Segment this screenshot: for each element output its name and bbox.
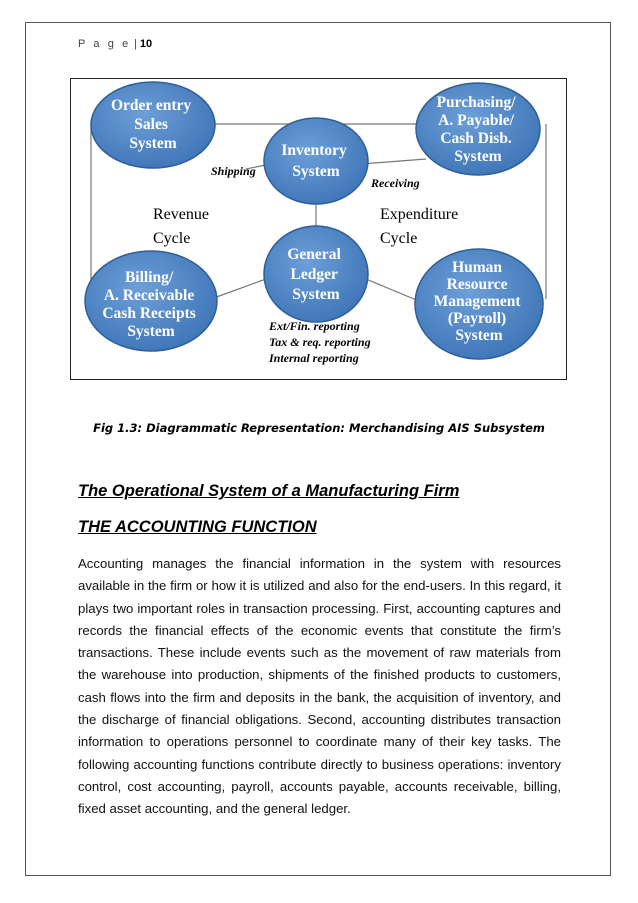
page-number: 10 xyxy=(139,38,153,50)
human-resource-label: Human Resource Management (Payroll) System xyxy=(433,259,521,344)
shipping-label: Shipping xyxy=(211,164,256,178)
body-paragraph: Accounting manages the financial information in the system with resources available in the firm or how it is utilized and also for the end-users. In this regard, it plays two important roles in transaction processing. First, accounting captures and records the financial effects of the economic events that constitute the firm’s transactions. These include events such as the movement of raw materials from the warehouse into production, shipments of the finished products to customers, cash flows into the firm and deposits in the bank, the acquisition of inventory, and the discharge of financial obligations. Second, accounting distributes transaction information to operations personnel to coordinate many of their key tasks. The following accounting functions contribute directly to business operations: inventory control, cost accounting, payroll, accounts payable, accounts receivable, billing, fixed asset accounting, and the general ledger. xyxy=(78,556,561,817)
purchasing-label: Purchasing/ A. Payable/ Cash Disb. System xyxy=(436,94,516,165)
page-label: P a g e xyxy=(78,38,131,50)
revenue-cycle-label: Revenue Cycle xyxy=(153,206,209,247)
ais-diagram xyxy=(71,79,566,379)
receiving-label: Receiving xyxy=(371,176,420,190)
connector-inventory-purchasing xyxy=(361,159,426,164)
figure-caption: Fig 1.3: Diagrammatic Representation: Merchandising AIS Subsystem xyxy=(93,421,545,435)
expenditure-cycle-label: Expenditure Cycle xyxy=(380,206,459,247)
subsection-title: THE ACCOUNTING FUNCTION xyxy=(78,518,317,536)
section-title: The Operational System of a Manufacturing Firm xyxy=(78,482,460,500)
general-ledger-label: General Ledger System xyxy=(287,246,341,303)
figure-diagram xyxy=(70,78,567,380)
bubble-inventory xyxy=(264,118,368,204)
page-header xyxy=(78,38,152,50)
order-entry-label: Order entry Sales System xyxy=(110,97,192,152)
inventory-label: Inventory System xyxy=(281,142,347,180)
reporting-label: Ext/Fin. reporting Tax & req. reporting Internal reporting xyxy=(269,319,371,365)
page-separator: | xyxy=(133,38,137,50)
connector-billing-ledger xyxy=(211,279,266,299)
billing-label: Billing/ A. Receivable Cash Receipts System xyxy=(102,269,196,340)
